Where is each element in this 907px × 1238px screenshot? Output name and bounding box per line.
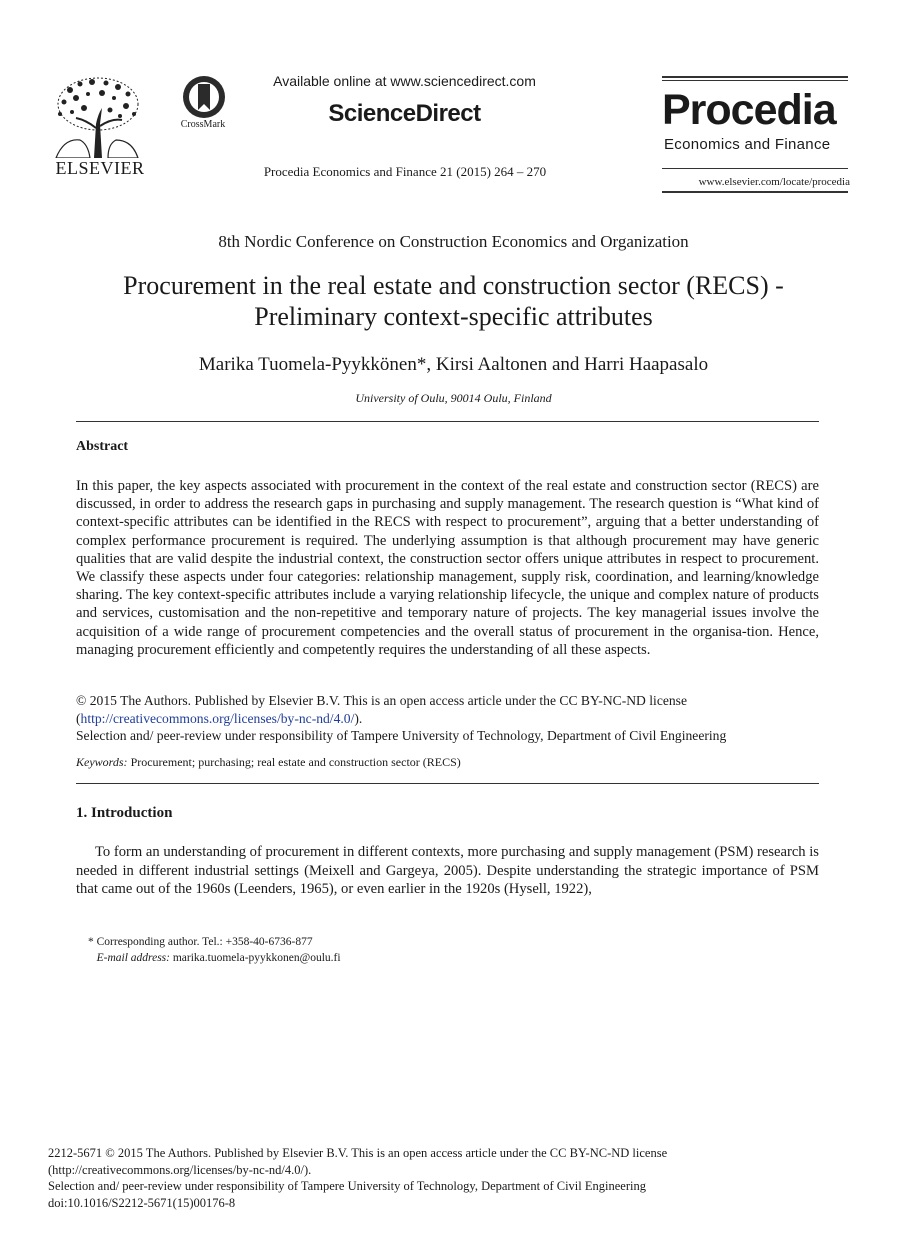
abstract-bottom-rule [76,783,819,784]
abstract-top-rule [76,421,819,422]
corresponding-author: * Corresponding author. Tel.: +358-40-6736-877 [88,936,313,948]
introduction-heading: 1. Introduction [76,805,173,821]
introduction-body: To form an understanding of procurement in different contexts, more purchasing and supply management (PSM) research is needed in different industrial settings (Meixell and Gargeya, 2005). Despite understanding the strategic importance of PSM that came out of the 1960s (Leenders, 1965), or even earlier in the 1920s (Hysell, 1922), [76,844,819,898]
procedia-bottom-rule [662,168,848,169]
keywords-label: Keywords: [76,755,128,769]
procedia-brand: Procedia [662,86,836,134]
keywords [76,755,819,770]
page-footer [48,1145,868,1211]
footer-license-link[interactable]: (http://creativecommons.org/licenses/by-nc-nd/4.0/). [48,1162,312,1177]
procedia-bottom-rule-thick [662,191,848,193]
license-link[interactable]: http://creativecommons.org/licenses/by-nc-nd/4.0/ [80,710,355,726]
crossmark-label: CrossMark [180,119,226,130]
procedia-subtitle: Economics and Finance [664,136,831,153]
abstract-heading: Abstract [76,439,129,454]
procedia-top-rule [662,76,848,78]
corresponding-author-footnote [88,934,341,966]
footer-doi[interactable]: doi:10.1016/S2212-5671(15)00176-8 [48,1195,236,1210]
peer-review-line: Selection and/ peer-review under responsibility of Tampere University of Technology, Department of Civil Engineering [76,728,727,743]
conference-name: 8th Nordic Conference on Construction Economics and Organization [218,232,689,251]
available-online-text: Available online at www.sciencedirect.com [273,73,536,89]
email-line [88,950,341,966]
title-line-2: Preliminary context-specific attributes [254,302,653,331]
author-list: Marika Tuomela-Pyykkönen*, Kirsi Aaltonen and Harri Haapasalo [198,354,709,375]
paper-title [60,270,847,332]
email-label: E-mail address: [96,952,170,964]
sciencedirect-logo[interactable]: ScienceDirect [328,100,481,127]
affiliation: University of Oulu, 90014 Oulu, Finland [355,391,552,405]
procedia-top-rule-thin [662,80,848,81]
keywords-list: Procurement; purchasing; real estate and construction sector (RECS) [130,755,461,769]
footer-issn-line: 2212-5671 © 2015 The Authors. Published by Elsevier B.V. This is an open access article under the CC BY-NC-ND license [48,1146,668,1160]
footer-peer-review: Selection and/ peer-review under responsibility of Tampere University of Technology, Department of Civil Engineering [48,1179,646,1193]
abstract-body: In this paper, the key aspects associated with procurement in the context of the real estate and construction sector (RECS) are discussed, in order to address the research gaps in purchasing and supply management. The research question is “What kind of context-specific attributes can be identified in the RECS with respect to procurement”, arguing that a better understanding of complex performance procurement is required. The underlying assumption is that although procurement may have generic qualities that are valid despite the industrial context, the construction sector offers unique attributes in respect to procurement. We classify these aspects under four categories: relationship management, supply risk, coordination, and learning/knowledge sharing. The key context-specific attributes include a varying relationship lifecycle, the unique and complex nature of products and services, customisation and the non-repetitive and temporary nature of projects. The key managerial issues involve the acquisition of a wide range of procurement competencies and the overall status of procurement in the organisa-tion. Hence, managing procurement efficiently and competently requires the understanding of all these aspects. [76,478,819,658]
license-line: (http://creativecommons.org/licenses/by-nc-nd/4.0/). [76,710,363,726]
publisher-name: ELSEVIER [55,158,145,178]
journal-url[interactable]: www.elsevier.com/locate/procedia [698,176,850,188]
copyright-notice [76,692,819,745]
journal-reference: Procedia Economics and Finance 21 (2015) 264 – 270 [263,164,547,179]
copyright-line: © 2015 The Authors. Published by Elsevier B.V. This is an open access article under the CC BY-NC-ND license [76,693,688,708]
title-line-1: Procurement in the real estate and construction sector (RECS) - [123,271,784,300]
email-address[interactable]: marika.tuomela-pyykkonen@oulu.fi [172,952,341,964]
